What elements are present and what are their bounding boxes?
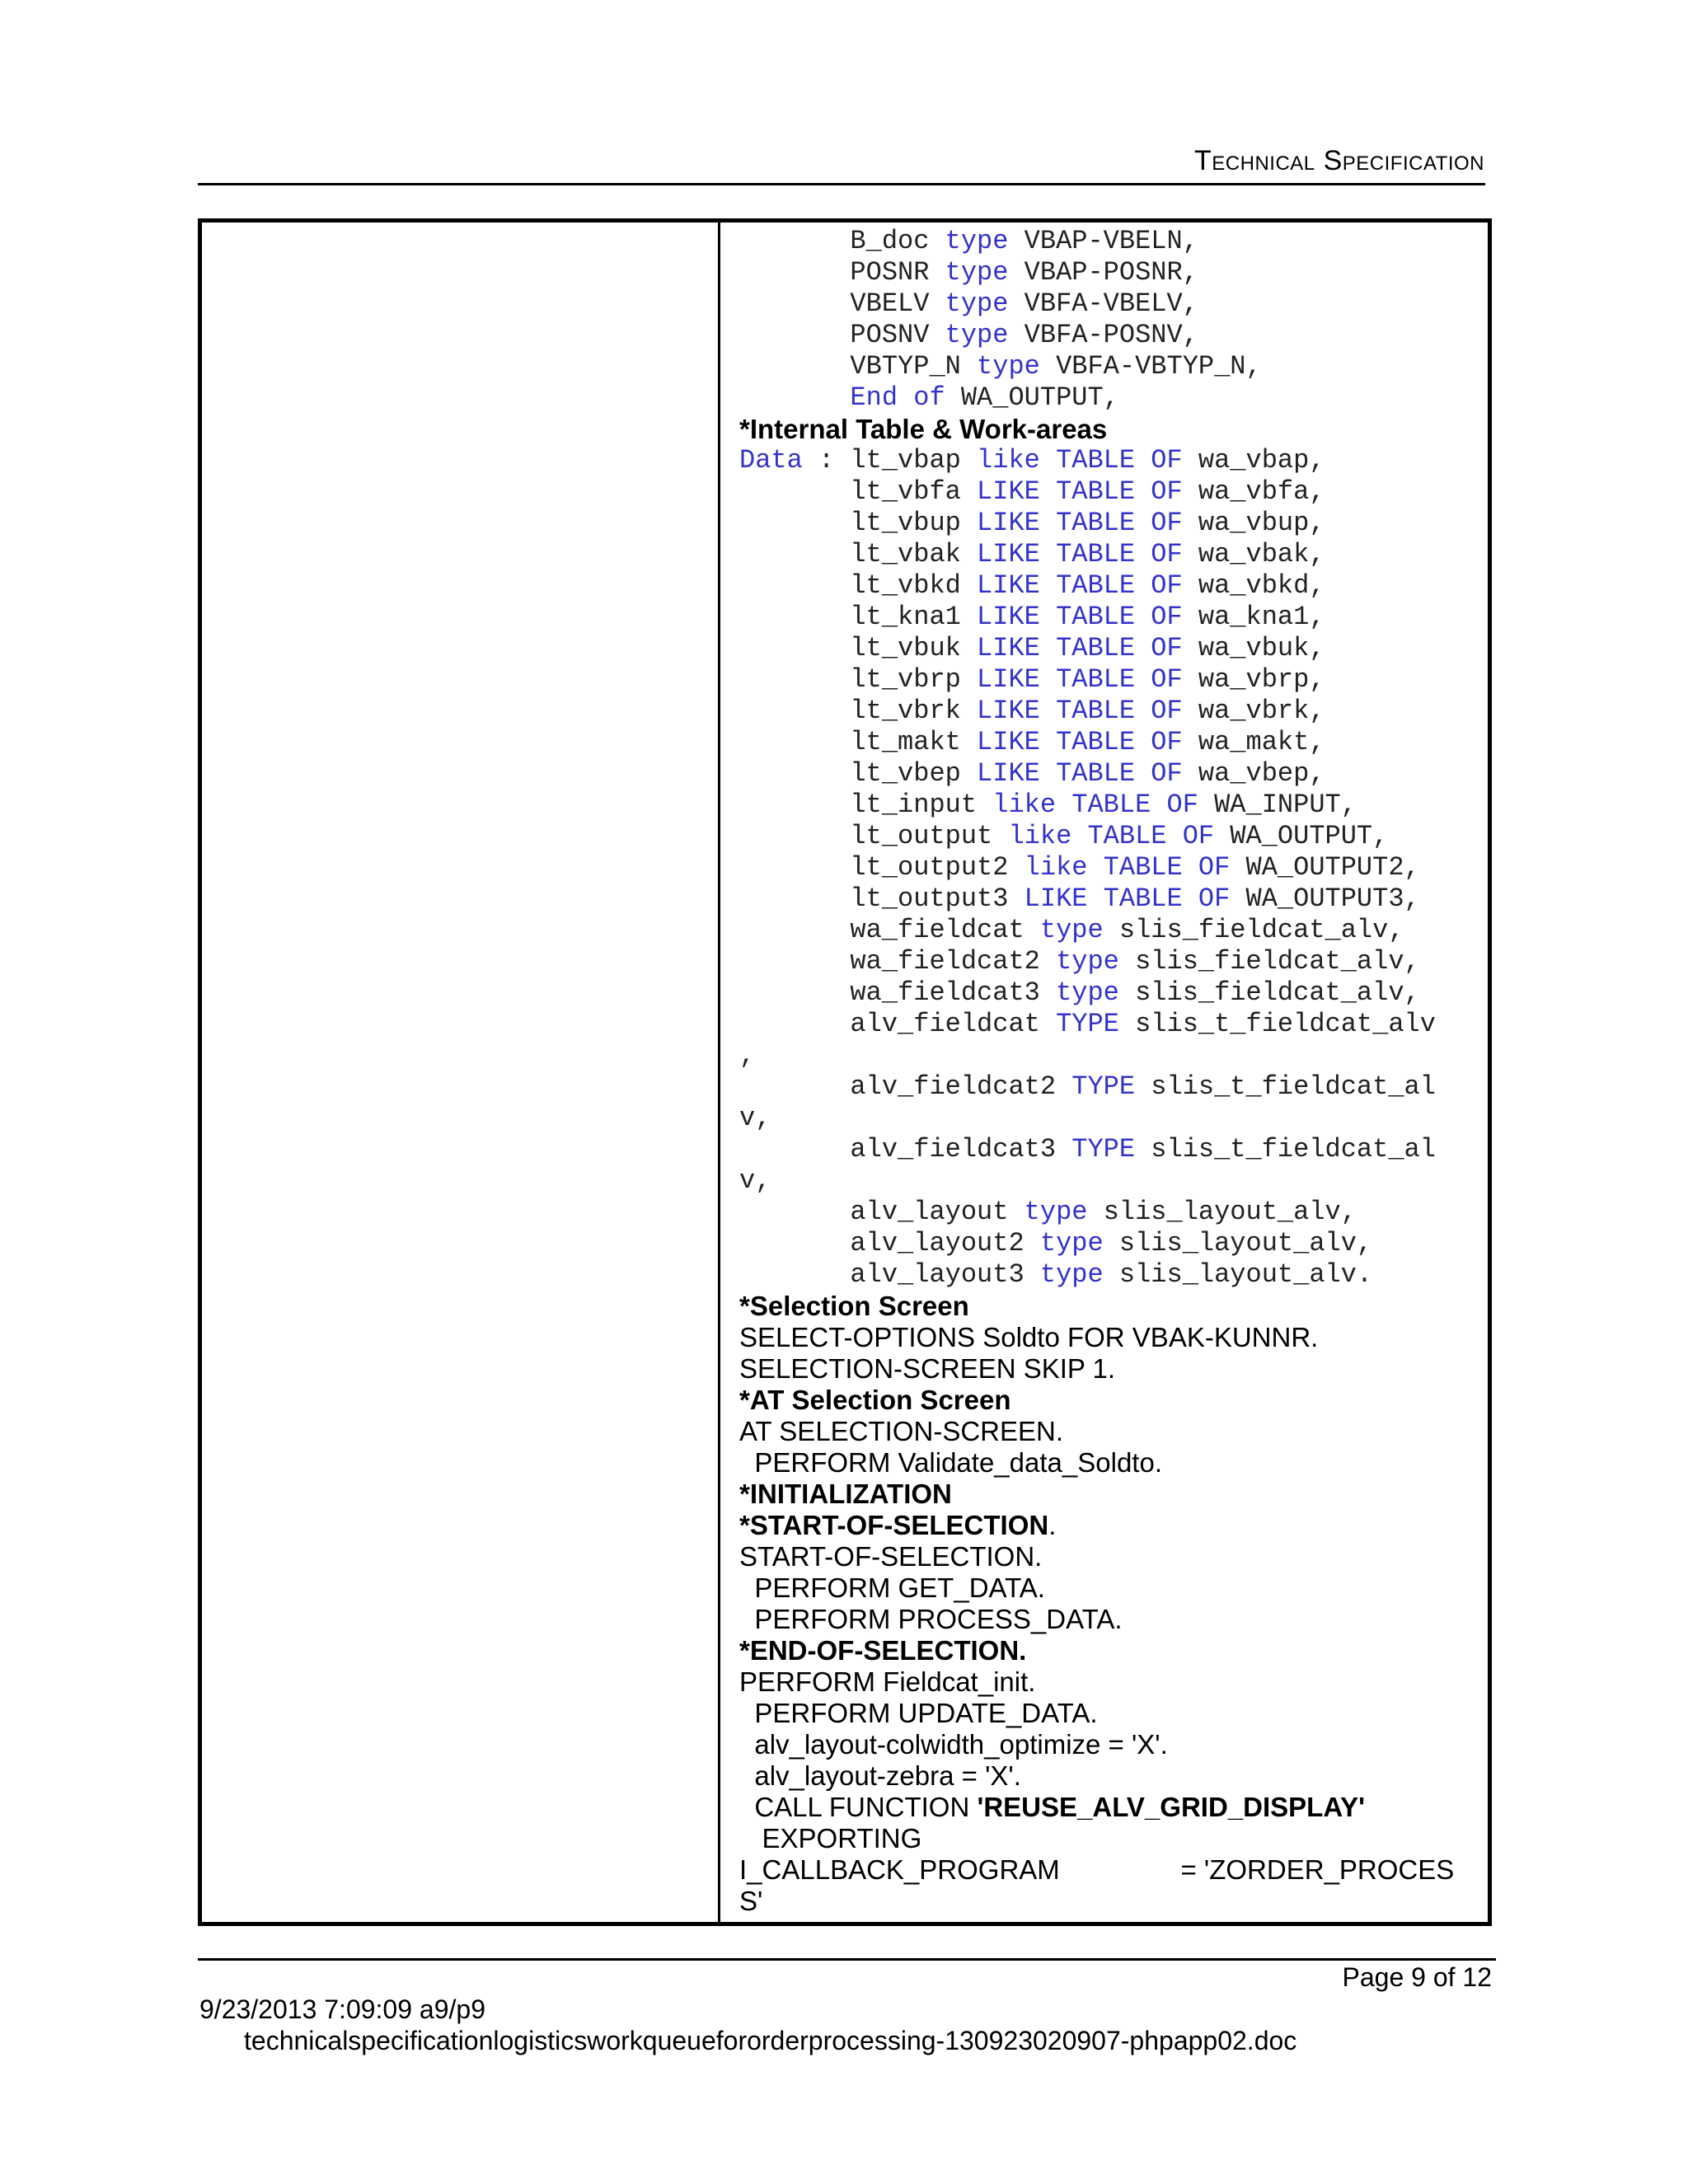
header-title-text: Technical Specification — [1194, 145, 1484, 176]
table-column-divider — [718, 223, 720, 1922]
code-text: lt_vbep — [739, 758, 978, 789]
code-line — [739, 1729, 1481, 1760]
code-line — [739, 1635, 1481, 1666]
code-text: alv_layout-colwidth_optimize = 'X'. — [739, 1729, 1168, 1760]
code-text: SELECTION-SCREEN SKIP 1. — [739, 1353, 1116, 1384]
code-keyword: TYPE — [1071, 1071, 1136, 1102]
code-line — [739, 1792, 1481, 1823]
code-text: *END-OF-SELECTION. — [739, 1635, 1027, 1666]
code-text: wa_vbuk, — [1182, 633, 1325, 663]
code-keyword: LIKE TABLE OF — [977, 570, 1183, 601]
code-keyword: type — [1039, 915, 1104, 945]
code-keyword: type — [1039, 1228, 1104, 1258]
code-text: CALL FUNCTION — [739, 1792, 978, 1822]
code-line — [739, 1134, 1481, 1165]
code-line — [739, 633, 1481, 664]
code-text: wa_vbkd, — [1182, 570, 1325, 601]
code-line — [739, 1510, 1481, 1541]
code-text: EXPORTING — [739, 1823, 922, 1854]
code-keyword: type — [1056, 977, 1119, 1008]
code-text: lt_vbuk — [739, 633, 978, 663]
spec-table — [198, 218, 1492, 1926]
code-text: VBAP-VBELN, — [1008, 226, 1198, 256]
code-line — [739, 1854, 1481, 1886]
code-line — [739, 508, 1481, 539]
code-keyword: LIKE TABLE OF — [977, 539, 1183, 569]
code-text: wa_makt, — [1182, 727, 1325, 757]
code-text: *Selection Screen — [739, 1291, 969, 1321]
code-line — [739, 414, 1481, 445]
code-text: wa_vbap, — [1182, 445, 1325, 476]
code-text: slis_layout_alv, — [1103, 1228, 1373, 1258]
code-line — [739, 1823, 1481, 1854]
code-text: slis_fieldcat_alv, — [1118, 946, 1420, 977]
code-keyword: type — [1024, 1197, 1088, 1227]
code-line — [739, 946, 1481, 977]
code-line — [739, 382, 1481, 414]
code-text: VBELV — [739, 288, 945, 319]
code-line — [739, 664, 1481, 696]
code-keyword: type — [945, 288, 1009, 319]
footer-date: 9/23/2013 7:09:09 a9/p9 — [199, 1994, 485, 2024]
code-line — [739, 257, 1481, 288]
code-line — [739, 1009, 1481, 1040]
code-text: AT SELECTION-SCREEN. — [739, 1416, 1064, 1446]
code-text: slis_t_fieldcat_alv — [1118, 1009, 1436, 1039]
code-line — [739, 821, 1481, 852]
code-line — [739, 351, 1481, 382]
code-text: PERFORM GET_DATA. — [739, 1572, 1045, 1603]
code-keyword: like TABLE OF — [977, 445, 1183, 476]
code-text: lt_vbrp — [739, 664, 978, 695]
code-text: slis_fieldcat_alv, — [1103, 915, 1404, 945]
code-keyword: LIKE TABLE OF — [977, 664, 1183, 695]
code-text: wa_fieldcat — [739, 915, 1040, 945]
code-line — [739, 539, 1481, 570]
code-text: lt_kna1 — [739, 602, 978, 632]
code-text: wa_fieldcat3 — [739, 977, 1057, 1008]
code-keyword: type — [977, 351, 1040, 382]
code-text: 'REUSE_ALV_GRID_DISPLAY' — [977, 1792, 1365, 1822]
code-text: *START-OF-SELECTION — [739, 1510, 1049, 1540]
code-line — [739, 570, 1481, 602]
code-text: alv_layout-zebra = 'X'. — [739, 1760, 1021, 1791]
code-keyword: TYPE — [1056, 1009, 1119, 1039]
code-text: *Internal Table & Work-areas — [739, 414, 1108, 444]
code-text: alv_layout3 — [739, 1259, 1040, 1290]
code-keyword: TYPE — [1071, 1134, 1136, 1165]
code-keyword: like TABLE OF — [1024, 852, 1231, 883]
code-text: lt_vbak — [739, 539, 978, 569]
code-line — [739, 1760, 1481, 1792]
code-line — [739, 883, 1481, 915]
code-text: lt_vbrk — [739, 696, 978, 726]
code-text: slis_layout_alv, — [1087, 1197, 1357, 1227]
code-text: slis_t_fieldcat_al — [1135, 1071, 1436, 1102]
code-text: VBFA-VBTYP_N, — [1039, 351, 1262, 382]
code-line — [739, 1698, 1481, 1729]
code-text — [739, 382, 850, 413]
code-text: slis_t_fieldcat_al — [1135, 1134, 1436, 1165]
code-line — [739, 1103, 1481, 1134]
code-text: VBTYP_N — [739, 351, 978, 382]
code-text: wa_fieldcat2 — [739, 946, 1057, 977]
code-text: I_CALLBACK_PROGRAM = 'ZORDER_PROCES — [739, 1854, 1455, 1885]
code-text: wa_vbfa, — [1182, 476, 1325, 507]
code-line — [739, 1416, 1481, 1447]
code-text: . — [1048, 1510, 1057, 1540]
code-line — [739, 1572, 1481, 1604]
code-text: alv_fieldcat — [739, 1009, 1057, 1039]
code-keyword: type — [945, 320, 1009, 350]
code-text: wa_kna1, — [1182, 602, 1325, 632]
code-text: lt_makt — [739, 727, 978, 757]
code-text: PERFORM Fieldcat_init. — [739, 1666, 1036, 1697]
code-line — [739, 852, 1481, 883]
code-line — [739, 1666, 1481, 1698]
code-text: lt_vbfa — [739, 476, 978, 507]
code-text: START-OF-SELECTION. — [739, 1541, 1043, 1572]
footer-filename: technicalspecificationlogisticsworkqueuefororderprocessing-130923020907-phpapp02.doc — [244, 2026, 1297, 2055]
code-text: *INITIALIZATION — [739, 1479, 952, 1509]
code-text: WA_OUTPUT3, — [1230, 883, 1420, 914]
code-line — [739, 915, 1481, 946]
code-text: B_doc — [739, 226, 945, 256]
code-text: VBFA-VBELV, — [1008, 288, 1198, 319]
code-line — [739, 1886, 1481, 1917]
code-line — [739, 1291, 1481, 1322]
document-header-title — [1071, 145, 1484, 177]
code-keyword: like TABLE OF — [1008, 821, 1215, 851]
code-keyword: type — [945, 257, 1009, 288]
code-line — [739, 1385, 1481, 1416]
code-text: PERFORM Validate_data_Soldto. — [739, 1447, 1162, 1478]
code-text: v, — [739, 1165, 771, 1196]
code-keyword: type — [1039, 1259, 1104, 1290]
code-keyword: LIKE TABLE OF — [977, 508, 1183, 538]
code-line — [739, 1071, 1481, 1103]
code-text: WA_OUTPUT, — [945, 382, 1119, 413]
code-keyword: type — [1056, 946, 1119, 977]
code-line — [739, 1322, 1481, 1353]
code-keyword: Data — [739, 445, 803, 476]
code-text: wa_vbrk, — [1182, 696, 1325, 726]
code-text: WA_INPUT, — [1198, 790, 1357, 820]
code-text: : lt_vbap — [802, 445, 978, 476]
code-text: lt_output2 — [739, 852, 1025, 883]
code-listing — [739, 226, 1481, 1917]
code-line — [739, 445, 1481, 476]
code-text: lt_output — [739, 821, 1009, 851]
code-text: VBFA-POSNV, — [1008, 320, 1198, 350]
code-line — [739, 1353, 1481, 1385]
code-line — [739, 602, 1481, 633]
code-text: wa_vbrp, — [1182, 664, 1325, 695]
header-rule — [198, 183, 1485, 185]
code-text: POSNR — [739, 257, 945, 288]
page-number: Page 9 of 12 — [1342, 1962, 1492, 1992]
code-keyword: End of — [850, 382, 945, 413]
code-text: alv_fieldcat2 — [739, 1071, 1072, 1102]
code-text: S' — [739, 1886, 763, 1916]
code-text: SELECT-OPTIONS Soldto FOR VBAK-KUNNR. — [739, 1322, 1319, 1352]
code-keyword: LIKE TABLE OF — [977, 696, 1183, 726]
code-line — [739, 1259, 1481, 1291]
code-text: lt_input — [739, 790, 993, 820]
code-line — [739, 320, 1481, 351]
code-text: alv_fieldcat3 — [739, 1134, 1072, 1165]
code-keyword: LIKE TABLE OF — [977, 633, 1183, 663]
code-line — [739, 696, 1481, 727]
code-line — [739, 790, 1481, 821]
code-text: alv_layout — [739, 1197, 1025, 1227]
code-line — [739, 1604, 1481, 1635]
code-text: lt_output3 — [739, 883, 1025, 914]
code-keyword: like TABLE OF — [992, 790, 1198, 820]
code-text: VBAP-POSNR, — [1008, 257, 1198, 288]
code-line — [739, 1228, 1481, 1259]
code-keyword: LIKE TABLE OF — [977, 602, 1183, 632]
code-text: slis_layout_alv. — [1103, 1259, 1373, 1290]
code-line — [739, 1197, 1481, 1228]
code-text: POSNV — [739, 320, 945, 350]
code-text: alv_layout2 — [739, 1228, 1040, 1258]
code-keyword: type — [945, 226, 1009, 256]
code-line — [739, 1479, 1481, 1510]
code-text: lt_vbkd — [739, 570, 978, 601]
code-keyword: LIKE TABLE OF — [977, 758, 1183, 789]
code-text: wa_vbup, — [1182, 508, 1325, 538]
code-line — [739, 977, 1481, 1009]
code-line — [739, 476, 1481, 508]
code-text: WA_OUTPUT2, — [1230, 852, 1420, 883]
code-line — [739, 1040, 1481, 1071]
code-keyword: LIKE TABLE OF — [977, 727, 1183, 757]
code-keyword: LIKE TABLE OF — [1024, 883, 1231, 914]
code-line — [739, 226, 1481, 257]
code-text: *AT Selection Screen — [739, 1385, 1011, 1415]
code-text: slis_fieldcat_alv, — [1118, 977, 1420, 1008]
code-text: , — [739, 1040, 756, 1071]
code-text: PERFORM UPDATE_DATA. — [739, 1698, 1098, 1728]
code-text: WA_OUTPUT, — [1214, 821, 1389, 851]
code-line — [739, 1541, 1481, 1572]
code-text: lt_vbup — [739, 508, 978, 538]
code-text: PERFORM PROCESS_DATA. — [739, 1604, 1123, 1634]
code-keyword: LIKE TABLE OF — [977, 476, 1183, 507]
code-line — [739, 1165, 1481, 1197]
code-line — [739, 727, 1481, 758]
code-text: v, — [739, 1103, 771, 1133]
footer-rule — [198, 1958, 1496, 1961]
code-line — [739, 288, 1481, 320]
code-line — [739, 1447, 1481, 1479]
code-text: wa_vbep, — [1182, 758, 1325, 789]
code-line — [739, 758, 1481, 790]
code-text: wa_vbak, — [1182, 539, 1325, 569]
